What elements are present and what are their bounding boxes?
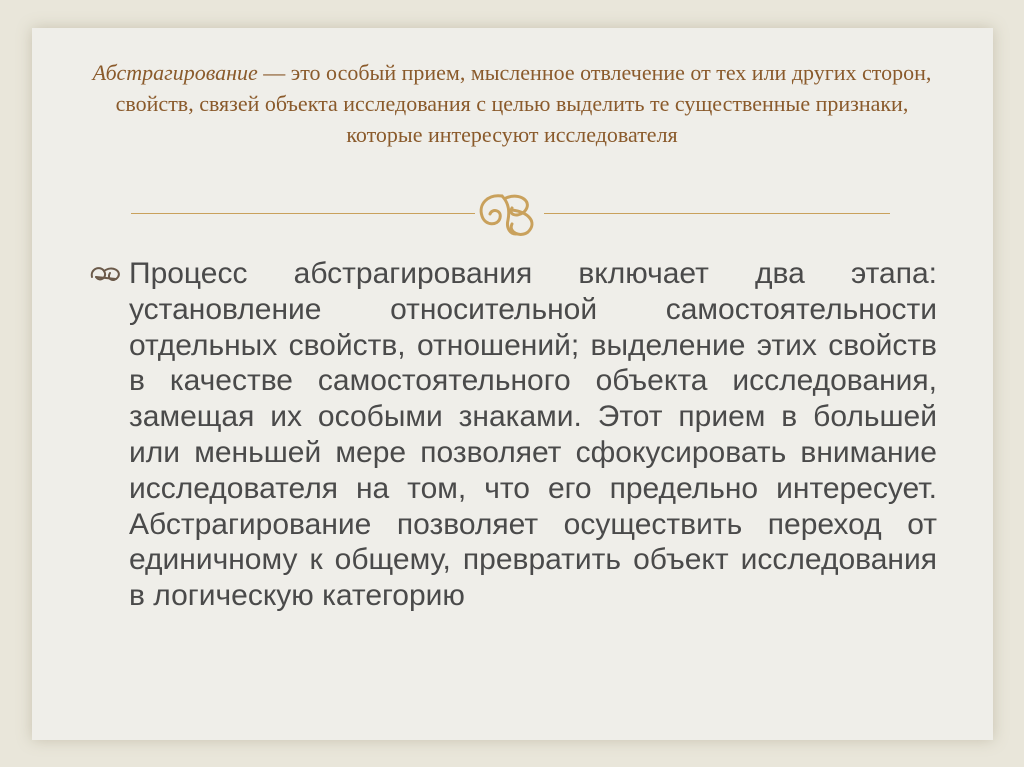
flourish-ornament-icon	[472, 188, 548, 238]
title-definition: — это особый прием, мысленное отвлечение от тех или других сторон, свойств, связей объекта исследования с целью выделить те существенные признаки, которые интересуют исследователя	[115, 60, 932, 147]
title-term: Абстрагирование	[92, 60, 258, 85]
divider-line-left	[131, 213, 475, 214]
divider-line-right	[544, 213, 890, 214]
double-loop-ornament-icon	[88, 261, 126, 285]
body-paragraph: Процесс абстрагирования включает два этапа: установление относительной самостоятельности отдельных свойств, отношений; выделение этих свойств в качестве самостоятельного объекта исследования, замещая их особыми знаками. Этот прием в большей или меньшей мере позволяет сфокусировать внимание исследователя на том, что его предельно интересует. Абстрагирование позволяет осуществить переход от единичному к общему, превратить объект исследования в логическую категорию	[129, 257, 937, 613]
slide-title	[80, 57, 944, 150]
